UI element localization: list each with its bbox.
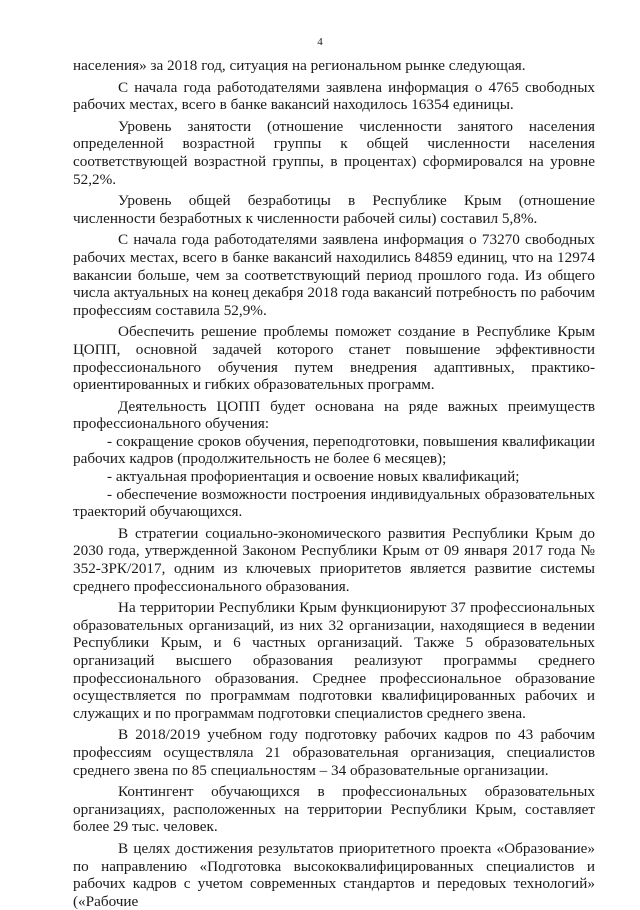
paragraph: В целях достижения результатов приоритетного проекта «Образование» по направлению «Подготовка высококвалифицированных специалистов и рабочих кадров с учетом современных стандартов и передовых технологий» («Рабочие	[73, 839, 595, 910]
document-body	[73, 57, 595, 910]
paragraph: С начала года работодателями заявлена информация о 4765 свободных рабочих местах, всего в банке вакансий находилось 16354 единицы.	[73, 78, 595, 114]
paragraph: В стратегии социально-экономического развития Республики Крым до 2030 года, утвержденной Законом Республики Крым от 09 января 2017 года № 352-ЗРК/2017, одним из ключевых приоритетов является развитие системы среднего профессионального образования.	[73, 524, 595, 595]
paragraph: Обеспечить решение проблемы поможет создание в Республике Крым ЦОПП, основной задачей которого станет повышение эффективности профессионального обучения путем внедрения адаптивных, практико-ориентированных и гибких образовательных программ.	[73, 323, 595, 394]
paragraph: Уровень общей безработицы в Республике Крым (отношение численности безработных к численности рабочей силы) составил 5,8%.	[73, 192, 595, 227]
paragraph: С начала года работодателями заявлена информация о 73270 свободных рабочих местах, всего в банке вакансий находились 84859 единиц, что на 12974 вакансии больше, чем за соответствующий период прошлого года. Из общего числа актуальных на конец декабря 2018 года вакансий потребность по рабочим профессиям составила 52,9%.	[73, 231, 595, 319]
list-item: - сокращение сроков обучения, переподготовки, повышения квалификации рабочих кадров (продолжительность не более 6 месяцев);	[73, 432, 595, 468]
paragraph: населения» за 2018 год, ситуация на региональном рынке следующая.	[73, 57, 526, 74]
paragraph: Контингент обучающихся в профессиональных образовательных организациях, расположенных на территории Республики Крым, составляет более 29 тыс. человек.	[73, 783, 595, 836]
paragraph: На территории Республики Крым функционируют 37 профессиональных образовательных организаций, из них 32 организации, находящиеся в ведении Республики Крым, и 6 частных организаций. Также 5 образовательных организаций высшего образования реализуют программы среднего профессионального образования. Среднее профессиональное образование осуществляется по программам подготовки квалифицированных рабочих и служащих и по программам подготовки специалистов среднего звена.	[73, 599, 595, 722]
paragraph: В 2018/2019 учебном году подготовку рабочих кадров по 43 рабочим профессиям осуществляла 21 образовательная организация, специалистов среднего звена по 85 специальностям – 34 образовательные организации.	[73, 726, 595, 779]
paragraph: Деятельность ЦОПП будет основана на ряде важных преимуществ профессионального обучения:	[73, 397, 595, 433]
page-number: 4	[317, 36, 323, 48]
list-item: - актуальная профориентация и освоение новых квалификаций;	[107, 468, 520, 486]
paragraph: Уровень занятости (отношение численности занятого населения определенной возрастной группы к общей численности населения соответствующей возрастной группы, в процентах) сформировался на уровне 52,2%.	[73, 117, 595, 188]
list-item: - обеспечение возможности построения индивидуальных образовательных траекторий обучающихся.	[73, 485, 595, 521]
